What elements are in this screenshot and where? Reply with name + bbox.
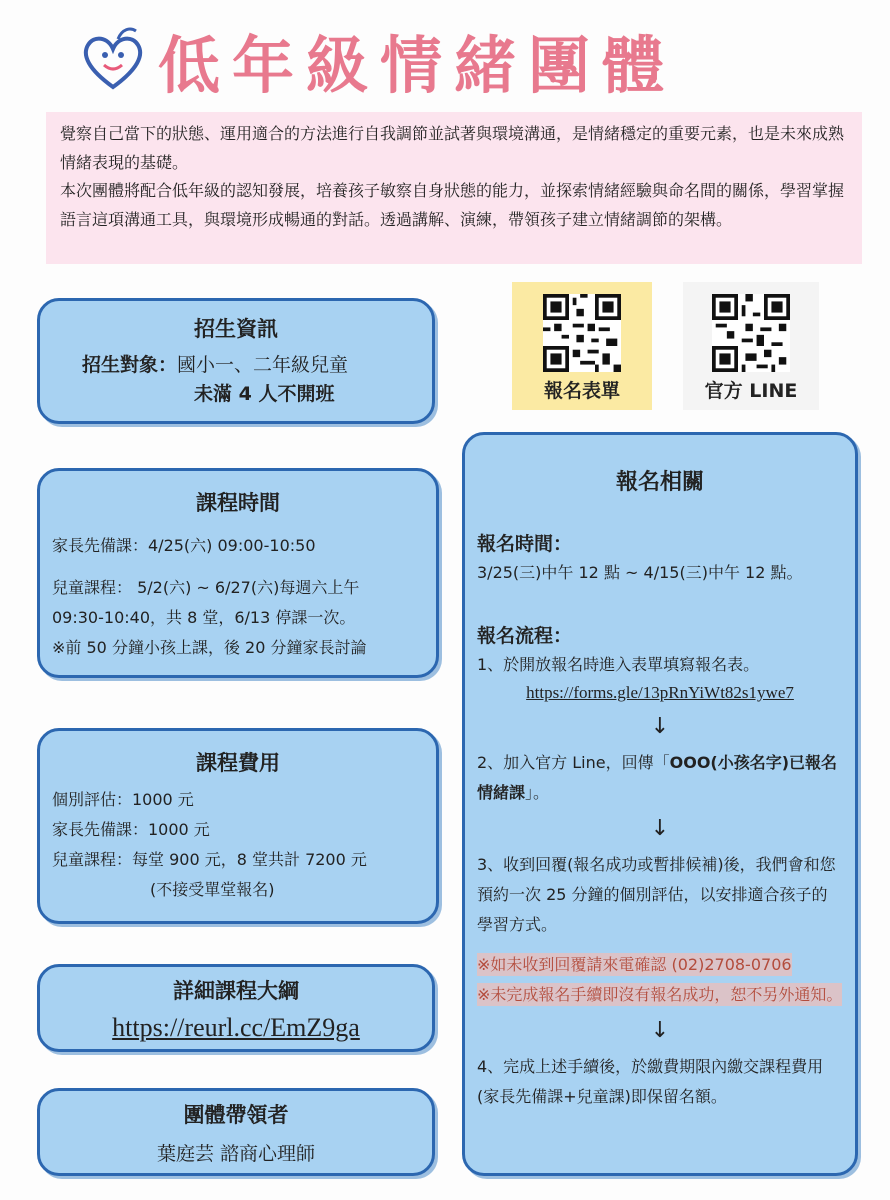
- qr-line-label: 官方 LINE: [704, 380, 798, 402]
- registration-title: 報名相關: [615, 470, 704, 495]
- intro-text: [46, 112, 862, 264]
- registration-time-heading: 報名時間：: [477, 533, 573, 555]
- warning-notes: [477, 950, 843, 1010]
- step-2-prefix: 2、加入官方 Line，回傳「: [477, 753, 670, 772]
- step-3-text: 3、收到回覆(報名成功或暫排候補)後，我們會和您預約一次 25 分鐘的個別評估，以安排適合孩子的學習方式。: [477, 855, 836, 934]
- course-fees-box: [37, 728, 439, 924]
- warning-incomplete: ※未完成報名手續即沒有報名成功，恕不另外通知。: [477, 985, 843, 1004]
- syllabus-title: 詳細課程大綱: [173, 979, 299, 1003]
- leader-title: 團體帶領者: [183, 1103, 289, 1127]
- warning-phone: ※如未收到回覆請來電確認 (02)2708-0706: [477, 955, 792, 974]
- child-class-line-2: 09:30-10:40，共 8 堂，6/13 停課一次。: [52, 608, 356, 627]
- header: [78, 14, 798, 106]
- step-1-text: 1、於開放報名時進入表單填寫報名表。: [477, 655, 760, 674]
- enrollment-info-box: [37, 298, 435, 424]
- enrollment-title: 招生資訊: [194, 317, 278, 341]
- schedule-title: 課程時間: [196, 491, 280, 515]
- intro-paragraph-1: 覺察自己當下的狀態、運用適合的方法進行自我調節並試著與環境溝通，是情緒穩定的重要元素，也是未來成熟情緒表現的基礎。: [60, 124, 845, 172]
- qr-card-form[interactable]: [512, 282, 652, 410]
- step-4-text: 4、完成上述手續後，於繳費期限內繳交課程費用(家長先備課+兒童課)即保留名額。: [477, 1057, 824, 1106]
- fee-parent-class: 家長先備課：1000 元: [52, 820, 210, 839]
- child-class-line-1: 兒童課程： 5/2(六) ~ 6/27(六)每週六上午: [52, 578, 360, 597]
- fees-title: 課程費用: [196, 751, 280, 775]
- parent-class-time: 家長先備課：4/25(六) 09:00-10:50: [52, 536, 316, 555]
- syllabus-box: [37, 964, 435, 1052]
- qr-code-icon[interactable]: [543, 294, 621, 372]
- fee-note: (不接受單堂報名): [150, 880, 275, 899]
- registration-flow-heading: 報名流程：: [477, 625, 573, 647]
- qr-form-label: 報名表單: [543, 380, 620, 402]
- registration-time-text: 3/25(三)中午 12 點 ~ 4/15(三)中午 12 點。: [477, 563, 803, 582]
- down-arrow-icon: ↓: [650, 1018, 670, 1043]
- step-2-suffix: 」。: [525, 783, 550, 802]
- fee-child-class: 兒童課程：每堂 900 元，8 堂共計 7200 元: [52, 850, 367, 869]
- syllabus-link[interactable]: https://reurl.cc/EmZ9ga: [112, 1013, 360, 1042]
- fee-assessment: 個別評估：1000 元: [52, 790, 194, 809]
- down-arrow-icon: ↓: [650, 714, 670, 739]
- enrollment-target-value: 國小一、二年級兒童: [177, 354, 349, 376]
- enrollment-target-label: 招生對象：: [82, 354, 178, 376]
- page-title: 低年級情緒團體: [158, 28, 677, 102]
- leader-box: [37, 1088, 435, 1176]
- enrollment-minimum-note: 未滿 4 人不開班: [194, 383, 335, 405]
- child-class-line-3: ※前 50 分鐘小孩上課，後 20 分鐘家長討論: [52, 638, 367, 657]
- step-2-message: OOO(小孩名字)已報名情緒課: [477, 753, 838, 802]
- heart-logo-icon: [78, 25, 148, 95]
- registration-box: [462, 432, 858, 1176]
- registration-form-link[interactable]: https://forms.gle/13pRnYiWt82s1ywe7: [526, 683, 794, 702]
- qr-code-icon[interactable]: [712, 294, 790, 372]
- intro-paragraph-2: 本次團體將配合低年級的認知發展，培養孩子敏察自身狀態的能力，並探索情緒經驗與命名間的關係，學習掌握語言這項溝通工具，與環境形成暢通的對話。透過講解、演練，帶領孩子建立情緒調節的架構。: [60, 181, 845, 229]
- step-2-text: [477, 748, 843, 808]
- down-arrow-icon: ↓: [650, 816, 670, 841]
- enrollment-target: [40, 351, 432, 379]
- leader-name: 葉庭芸 諮商心理師: [156, 1143, 316, 1165]
- qr-card-line[interactable]: [683, 282, 819, 410]
- course-schedule-box: [37, 468, 439, 678]
